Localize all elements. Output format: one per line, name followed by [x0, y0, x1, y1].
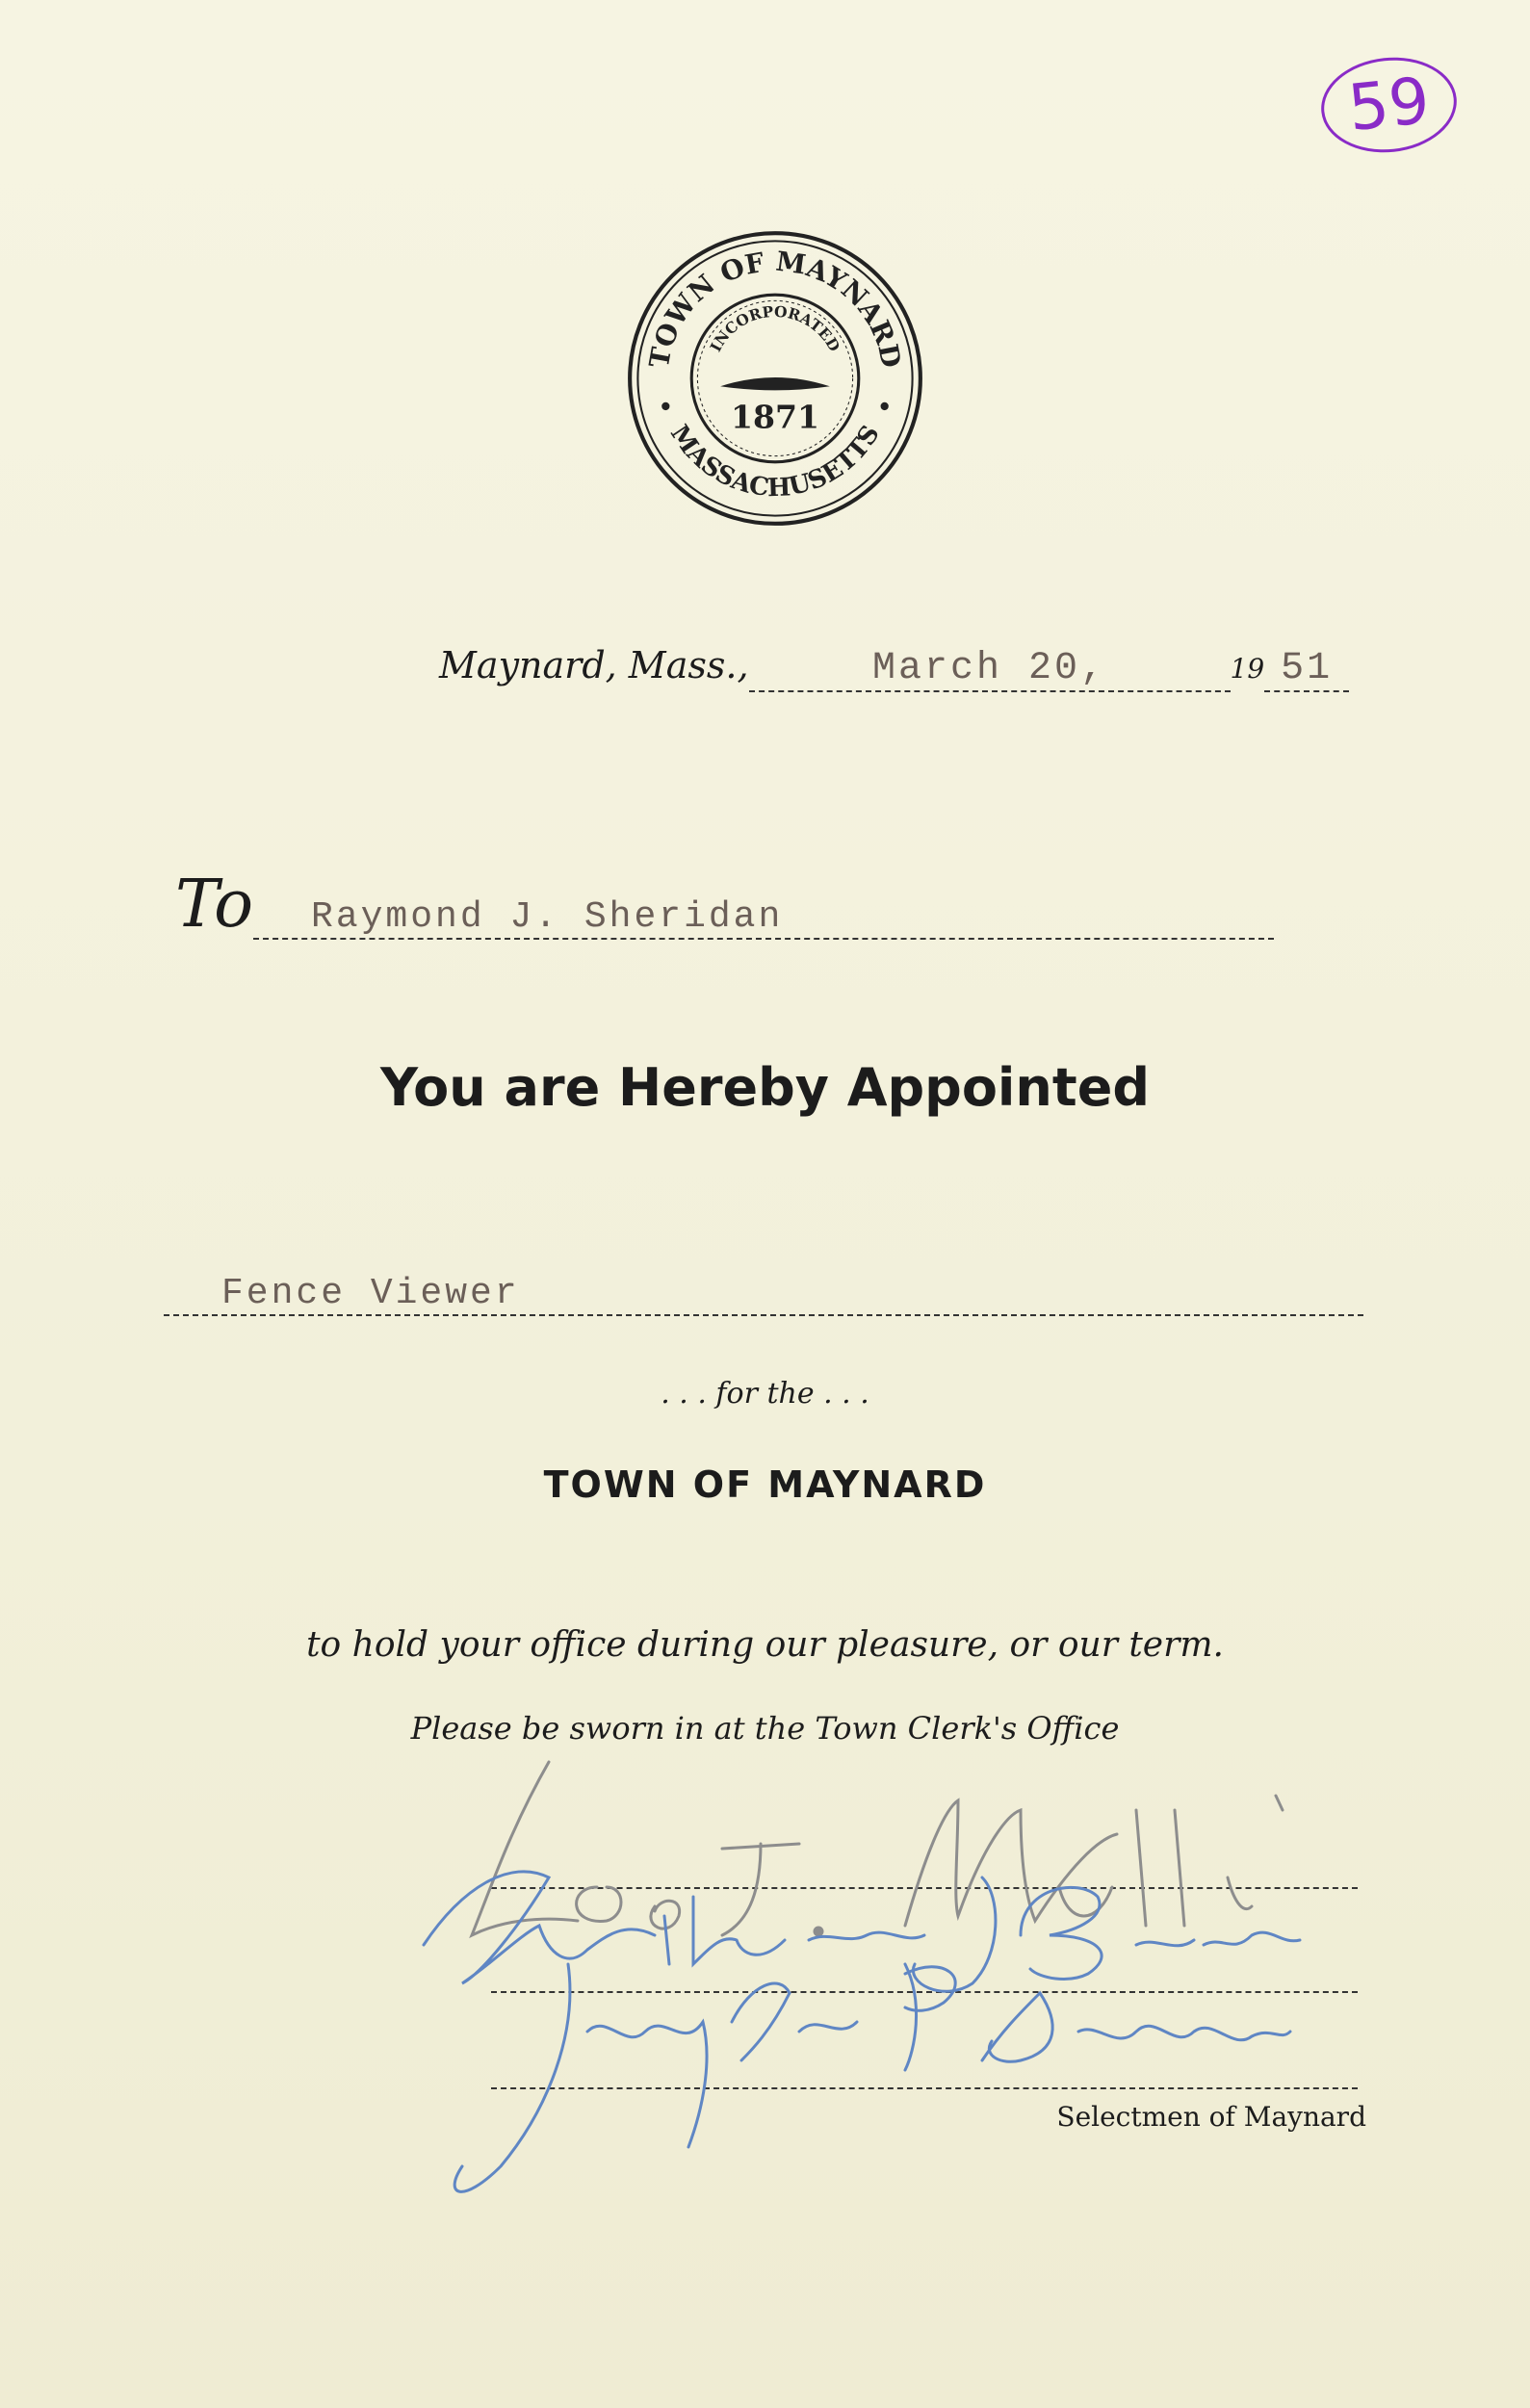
- appointment-headline: You are Hereby Appointed: [380, 1057, 1150, 1118]
- position-line: [164, 1269, 1363, 1316]
- place-label: Maynard, Mass.,: [439, 644, 749, 686]
- term-statement: to hold your office during our pleasure, or our term.: [306, 1625, 1224, 1665]
- recipient-name: Raymond J. Sheridan: [311, 896, 784, 938]
- recipient-line: [175, 867, 1274, 943]
- to-label: To: [175, 867, 254, 943]
- selectmen-signatures: [404, 1743, 1406, 2214]
- svg-text:INCORPORATED: INCORPORATED: [706, 301, 844, 355]
- year-prefix: 19: [1230, 653, 1265, 685]
- sworn-instruction: Please be sworn in at the Town Clerk's Office: [410, 1710, 1120, 1747]
- signature-duncan: [454, 1964, 1290, 2191]
- date-month-day: March 20,: [872, 647, 1107, 690]
- town-name: TOWN OF MAYNARD: [543, 1463, 987, 1506]
- signature-bain: [424, 1872, 1300, 1991]
- town-seal-icon: [626, 229, 924, 528]
- date-year-suffix: 51: [1281, 647, 1334, 690]
- svg-text:TOWN OF MAYNARD: TOWN OF MAYNARD: [642, 245, 908, 371]
- position-title: Fence Viewer: [221, 1273, 520, 1314]
- selectmen-label: Selectmen of Maynard: [1056, 2101, 1366, 2133]
- date-line: [439, 643, 1349, 692]
- page-number: 59: [1316, 51, 1461, 159]
- for-the-text: . . . for the . . .: [661, 1377, 869, 1411]
- signature-mullin: [472, 1762, 1283, 1935]
- svg-text:MASSACHUSETTS: MASSACHUSETTS: [663, 420, 886, 504]
- svg-text:1871: 1871: [731, 398, 819, 436]
